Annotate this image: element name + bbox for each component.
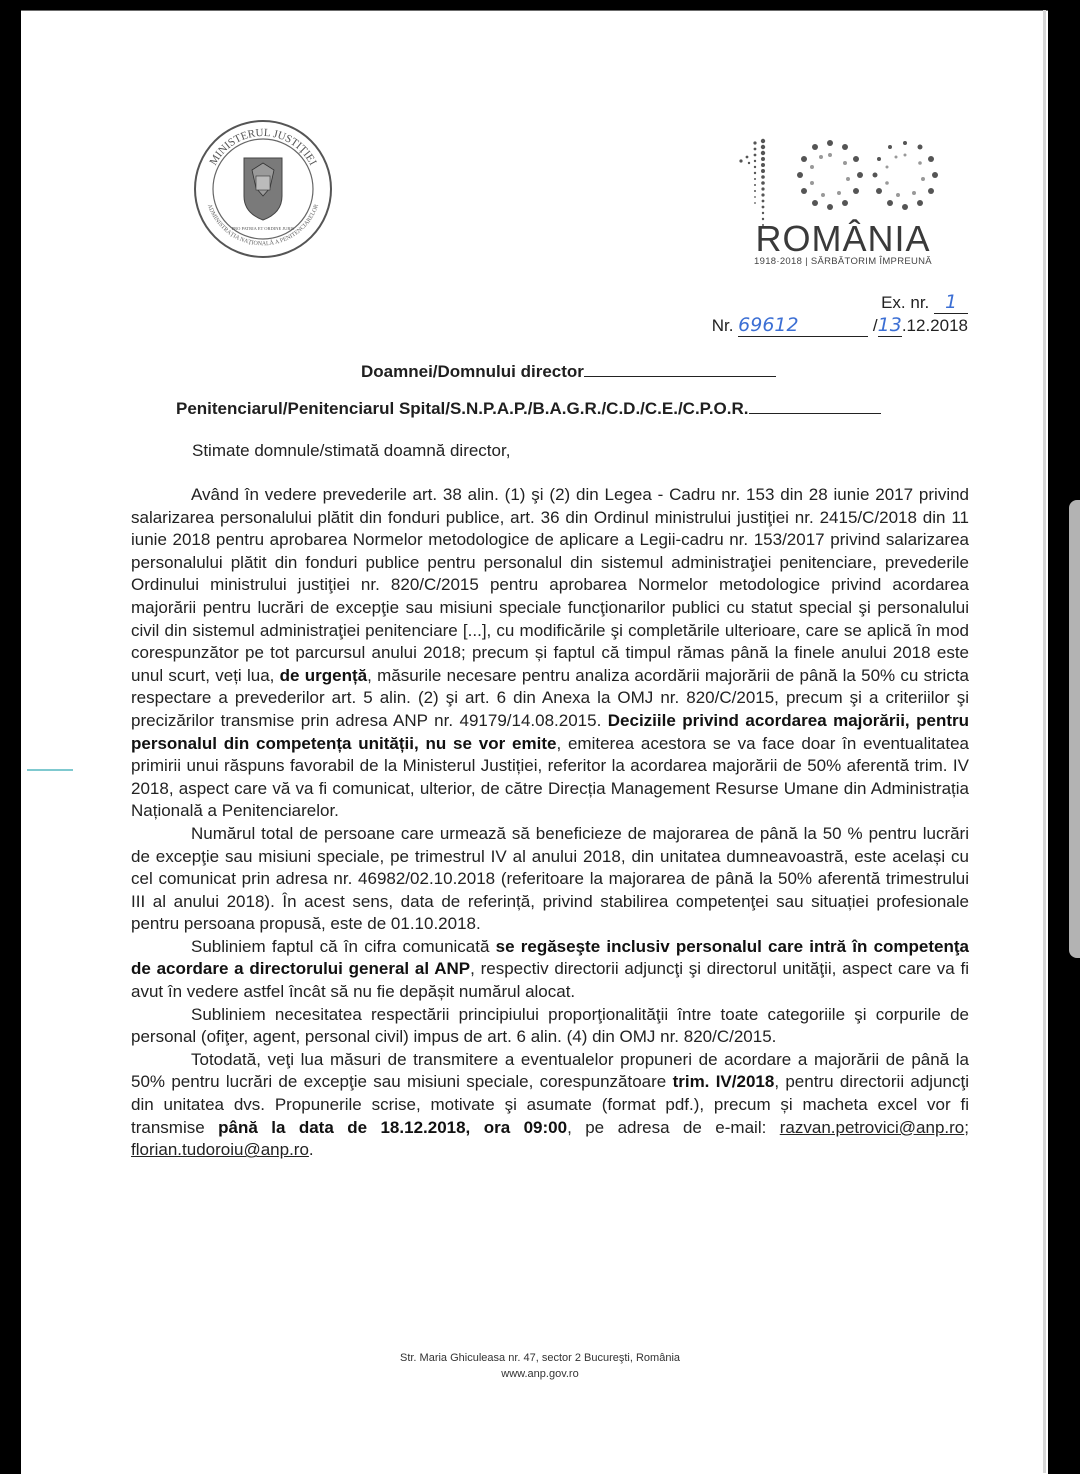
footer-address: Str. Maria Ghiculeasa nr. 47, sector 2 Bucureşti, România (399, 1352, 681, 1364)
addressee-line-1 (0, 360, 1080, 382)
addressee-line-2 (0, 397, 1080, 419)
centenary-logo-word: ROMÂNIA (755, 218, 931, 259)
registration-block (712, 291, 968, 337)
registration-day: 13 (877, 314, 902, 336)
ministry-seal-icon (192, 118, 334, 260)
greeting: Stimate domnule/stimată doamnă director, (192, 441, 511, 460)
director-blank (584, 360, 776, 377)
paragraph-2: Numărul total de persoane care urmează să beneficieze de majorarea de până la 50 % pentru lucrări de excepţie sau misiuni speciale, pe trimestrul IV al anului 2018, din unitatea dumneavoastră, este același cu cel comunicat prin adresa nr. 46982/02.10.2018 (referitoare la majorarea de până la 50% aferentă trimestrului III al anului 2018). În acest sens, data de referință, privind stabilirea competenţei sau situației profesionale pentru persoana propusă, este de 01.10.2018. (131, 823, 969, 934)
addressee-director: Doamnei/Domnului director (361, 362, 584, 381)
centenary-logo-tagline: 1918·2018 | SĂRBĂTORIM ÎMPREUNĂ (754, 256, 932, 267)
addressee-units: Penitenciarul/Penitenciarul Spital/S.N.P.A.P./B.A.G.R./C.D./C.E./C.P.O.R. (176, 399, 749, 418)
scrollbar-thumb[interactable] (1069, 500, 1080, 958)
paragraph-4: Subliniem necesitatea respectării principiului proporţionalităţii între toate categoriile şi corpurile de personal (ofiţer, agent, personal civil) impus de art. 6 alin. (4) din OMJ nr. 820/C/2015. (131, 1004, 969, 1047)
registration-value: 69612 (738, 314, 868, 337)
page-edge (1043, 10, 1046, 1473)
exemplar-number (712, 291, 968, 314)
exemplar-value: 1 (934, 291, 968, 314)
seal-outer-text: MINISTERUL JUSTIȚIEI (207, 126, 319, 168)
email-link-tudoroiu[interactable]: florian.tudoroiu@anp.ro (131, 1140, 309, 1160)
paragraph-1: Având în vedere prevederile art. 38 alin. (1) şi (2) din Legea - Cadru nr. 153 din 28 iunie 2017 privind salarizarea personalului plătit din fonduri publice, art. 36 din Ordinul ministrului justiţiei nr. 2415/C/2018 din 11 iunie 2018 pentru aprobarea Normelor metodologice de aplicare a Legii-cadru nr. 153/2017 privind salarizarea personalului plătit din fonduri publice pentru personalul din sistemul administraţiei penitenciare, prevederile Ordinului ministrului justiţiei nr. 820/C/2015 pentru aprobarea Normelor metodologice privind acordarea majorării pentru lucrări de excepţie sau misiuni speciale funcţionarilor publici cu statut special şi personalului civil din sistemul administraţiei penitenciare [...], cu modificările şi completările ulterioare, care se aplică în mod corespunzător pe tot parcursul anului 2018; precum și faptul că timpul rămas până la finele anului 2018 este unul scurt, veți lua, de urgență, măsurile necesare pentru analiza acordării majorării de până la 50% cu stricta respectare a prevederilor art. 5 alin. (2) şi art. 6 din Anexa la OMJ nr. 820/C/2015, precum şi a criteriilor şi precizărilor transmise prin adresa ANP nr. 49179/14.08.2015. Deciziile privind acordarea majorării, pentru personalul din competența unității, nu se vor emite, emiterea acestora se va face doar în eventualitatea primirii unui răspuns favorabil de la Ministerul Justiției, referitor la acordarea majorării de 50% aferentă trim. IV 2018, aspect care vă va fi comunicat, ulterior, de către Direcția Management Resurse Umane din Administrația Națională a Penitenciarelor. (131, 485, 969, 821)
paragraph-3: Subliniem faptul că în cifra comunicată se regăseşte inclusiv personalul care intră în competenţa de acordare a directorului general al ANP, respectiv directorii adjuncţi şi directorul unităţii, aspect care va fi avut în vedere astfel încât să nu fie depășit numărul alocat. (131, 936, 970, 1002)
unit-blank (749, 397, 881, 414)
seal-motto: PRO PATRIA ET ORDINE JURIS (231, 226, 295, 231)
registration-date-rest: .12.2018 (901, 316, 968, 335)
paragraph-5: Totodată, veţi lua măsuri de transmitere a eventualelor propuneri de acordare a majorării de până la 50% pentru lucrări de excepţie sau misiuni speciale, corespunzătoare trim. IV/2018, pentru directorii adjuncţi din unitatea dvs. Propunerile scrise, motivate şi asumate (format pdf.), precum și macheta excel vor fi transmise până la data de 18.12.2018, ora 09:00, pe adresa de e-mail: razvan.petrovici@anp.ro; florian.tudoroiu@anp.ro. (131, 1049, 969, 1160)
footer (0, 1350, 1080, 1382)
footer-website: www.anp.gov.ro (501, 1368, 579, 1380)
email-link-petrovici[interactable]: razvan.petrovici@anp.ro (779, 1117, 965, 1137)
letter-body (131, 484, 969, 1162)
exemplar-label: Ex. nr. (881, 293, 930, 312)
date-separator: / (872, 316, 878, 335)
registration-number (712, 314, 968, 337)
registration-label: Nr. (711, 316, 734, 335)
seal-inner-text: ADMINISTRAȚIA NAȚIONALĂ A PENITENCIARELOR (205, 203, 321, 248)
scan-mark (27, 769, 73, 771)
